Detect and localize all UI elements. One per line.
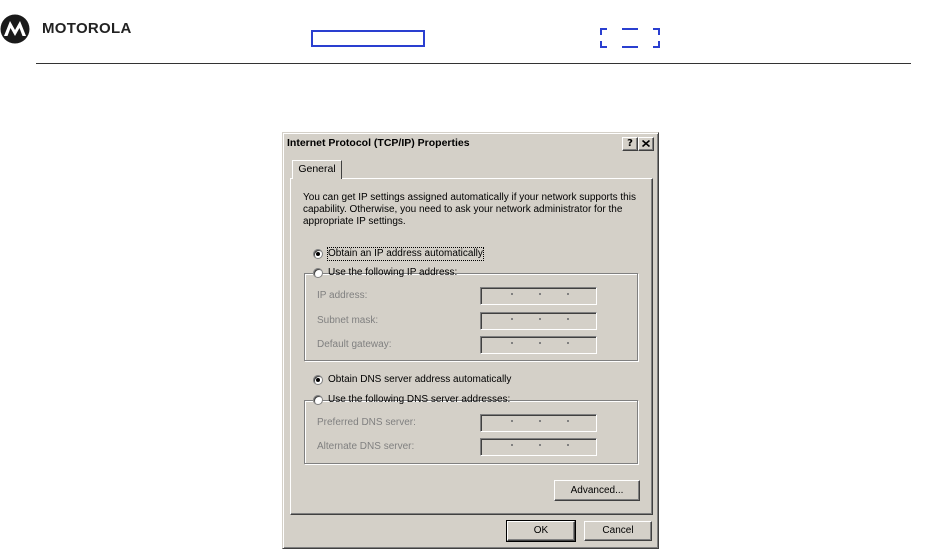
default-gateway-field[interactable] [480,336,597,354]
obtain-ip-auto-label: Obtain an IP address automatically [328,248,483,259]
use-following-dns-radio[interactable] [313,394,511,408]
header-dashed-box [600,28,660,48]
brand-wordmark: MOTOROLA [42,20,132,37]
advanced-button[interactable]: Advanced... [554,480,640,501]
radio-button[interactable] [313,375,323,385]
alternate-dns-label: Alternate DNS server: [317,441,415,452]
preferred-dns-field[interactable] [480,414,597,432]
header-divider [36,63,911,64]
tab-general-label: General [298,163,336,175]
dialog-titlebar[interactable] [285,135,656,152]
preferred-dns-label: Preferred DNS server: [317,417,416,428]
obtain-dns-auto-label: Obtain DNS server address automatically [328,374,512,385]
motorola-logo [0,12,170,48]
ip-address-label: IP address: [317,290,368,301]
tab-general[interactable] [292,160,342,179]
use-following-dns-label: Use the following DNS server addresses: [328,394,511,405]
alternate-dns-field[interactable] [480,438,597,456]
radio-button[interactable] [313,268,323,278]
use-following-ip-radio[interactable] [313,267,458,281]
header-link-highlight[interactable] [311,30,425,47]
description-text: You can get IP settings assigned automatically if your network supports this capability. Otherwise, you need to ask your network administrator for the appropriate IP settings. [303,192,636,227]
dialog-title: Internet Protocol (TCP/IP) Properties [287,137,470,149]
subnet-mask-label: Subnet mask: [317,315,379,326]
radio-button[interactable] [313,395,323,405]
help-button-label: ? [627,138,633,149]
subnet-mask-field[interactable] [480,312,597,330]
use-following-ip-label: Use the following IP address: [328,267,458,278]
close-button[interactable] [638,137,654,151]
radio-button[interactable] [313,249,323,259]
close-icon [642,140,650,147]
default-gateway-label: Default gateway: [317,339,392,350]
ok-button[interactable]: OK [507,521,575,541]
cancel-button[interactable]: Cancel [584,521,652,541]
motorola-logo-icon [0,14,30,44]
ip-address-field[interactable] [480,287,597,305]
tcpip-properties-dialog [282,132,659,549]
help-button[interactable] [622,137,638,151]
